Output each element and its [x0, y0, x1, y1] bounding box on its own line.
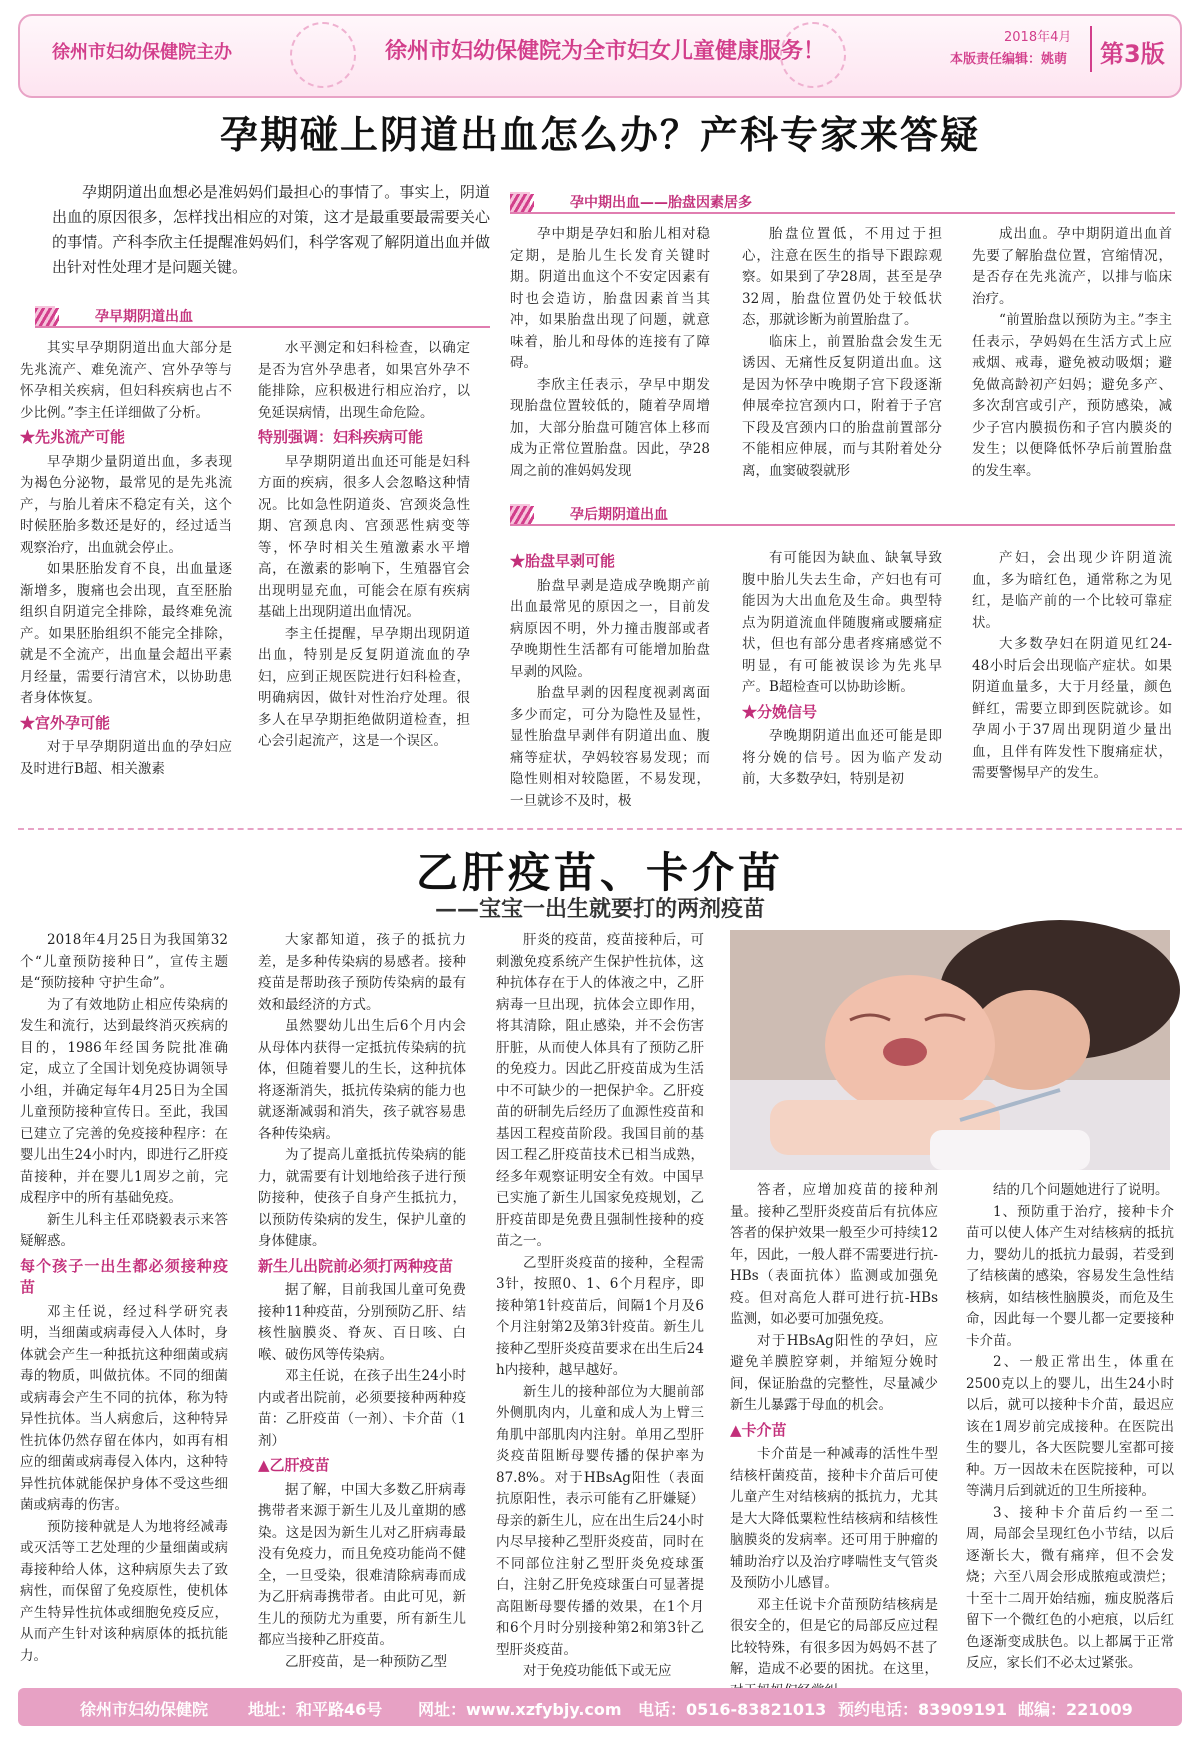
article2-subtitle: ——宝宝一出生就要打的两剂疫苗 — [434, 896, 765, 922]
paragraph: 结的几个问题她进行了说明。 — [993, 1182, 1169, 1198]
paragraph: 对于免疫功能低下或无应 — [523, 1663, 672, 1679]
article-divider — [18, 828, 1182, 830]
paragraph: 胎盘位置低，不用过于担心，注意在医生的指导下跟踪观察。如果到了孕28周，甚至是孕32周，胎盘位置仍处于较低状态，那就诊断为前置胎盘了。 — [742, 226, 942, 328]
header-editor: 本版责任编辑：姚萌 — [950, 52, 1068, 67]
footer-address: 地址：和平路46号 — [248, 1700, 383, 1719]
subhead-labor — [742, 702, 942, 724]
paragraph: 大家都知道，孩子的抵抗力差，是多种传染病的易感者。接种疫苗是帮助孩子预防传染病的最有效和最经济的方式。 — [258, 932, 466, 1013]
article1-title: 孕期碰上阴道出血怎么办？产科专家来答疑 — [219, 112, 980, 157]
paragraph: 肝炎的疫苗，疫苗接种后，可刺激免疫系统产生保护性抗体，这种抗体存在于人的体液之中，乙肝病毒一旦出现，抗体会立即作用，将其清除，阻止感染，并不会伤害肝脏，从而使人体具有了预防乙肝的免疫力。因此乙肝疫苗成为生活中不可缺少的一把保护伞。乙肝疫苗的研制先后经历了血源性疫苗和基因工程疫苗阶段。我国目前的基因工程乙肝疫苗技术已相当成熟，经多年观察证明安全有效。中国早已实施了新生儿国家免疫规划，乙肝疫苗即是免费且强制性接种的疫苗之一。 — [496, 932, 704, 1249]
paragraph: “前置胎盘以预防为主。”李主任表示，孕妈妈在生活方式上应戒烟、戒毒，避免被动吸烟；避免做高龄初产妇妈；避免多产、多次刮宫或引产，预防感染，减少子宫内膜损伤和子宫内膜炎的发生；以便降低怀孕后前置胎盘的发生率。 — [972, 312, 1172, 479]
paragraph: 为了有效地防止相应传染病的发生和流行，达到最终消灭疾病的目的，1986年经国务院批准确定，成立了全国计划免疫协调领导小组，并确定每年4月25日为全国儿童预防接种宣传日。至此，我国已建立了完善的免疫接种程序：在婴儿出生24小时内，即进行乙肝疫苗接种，并在婴儿1周岁之前，完成程序中的所有基础免疫。 — [20, 996, 228, 1206]
star-icon: ★ — [20, 428, 36, 446]
paragraph: 李欣主任表示，孕早中期发现胎盘位置较低的，随着孕周增加，大部分胎盘可随宫体上移而成为正常位置胎盘。因此，孕28周之前的准妈妈发现 — [510, 376, 710, 479]
section-title-early: 孕早期阴道出血 — [95, 309, 193, 325]
paragraph: 1、预防重于治疗，接种卡介苗可以使人体产生对结核病的抵抗力，婴幼儿的抵抗力最弱，若受到了结核菌的感染，容易发生急性结核病，如结核性脑膜炎，而危及生命，因此每一个婴儿都一定要接种卡介苗。 — [966, 1203, 1174, 1349]
paragraph: 虽然婴幼儿出生后6个月内会从母体内获得一定抵抗传染病的抗体，但随着婴儿的生长，这种抗体将逐渐消失，抵抗传染病的能力也就逐渐减弱和消失，孩子就容易患各种传染病。 — [258, 1018, 466, 1142]
header-host: 徐州市妇幼保健院主办 — [52, 42, 232, 63]
footer-website[interactable]: 网址：www.xzfybjy.com — [418, 1700, 622, 1719]
paragraph: 早孕期阴道出血还可能是妇科方面的疾病，很多人会忽略这种情况。比如急性阴道炎、宫颈炎急性期、宫颈息肉、宫颈恶性病变等等，怀孕时相关生殖激素水平增高，在激素的影响下，生殖器官会出现明显充血，可能会在原有疾病基础上出现阴道出血情况。 — [258, 453, 470, 620]
paragraph: 2018年4月25日为我国第32个“儿童预防接种日”，宣传主题是“预防接种 守护生命”。 — [20, 932, 228, 991]
paragraph: 对于早孕期阴道出血的孕妇应及时进行B超、相关激素 — [20, 739, 232, 777]
article2-col1 — [20, 930, 228, 1680]
paragraph: 对于HBsAg阳性的孕妇，应避免羊膜腔穿刺，并缩短分娩时间，保证胎盘的完整性，尽量减少新生儿暴露于母血的机会。 — [730, 1332, 938, 1413]
article1-late-col3 — [972, 548, 1172, 806]
footer-booking-phone: 预约电话：83909191 — [838, 1700, 1008, 1719]
paragraph: 邓主任说，在孩子出生24小时内或者出院前，必须要接种两种疫苗：乙肝疫苗（一剂）、卡介苗（1剂） — [258, 1368, 466, 1449]
footer-phone: 电话：0516-83821013 — [638, 1700, 827, 1719]
subhead-text: 宫外孕可能 — [35, 713, 111, 732]
article1-col1 — [20, 338, 232, 803]
paragraph: 孕晚期阴道出血还可能是即将分娩的信号。因为临产发动前，大多数孕妇，特别是初 — [742, 728, 942, 787]
paragraph: 其实早孕期阴道出血大部分是先兆流产、难免流产、宫外孕等与怀孕相关疾病，但妇科疾病也占不少比例。”李主任详细做了分析。 — [20, 340, 232, 421]
paragraph: 邓主任说，经过科学研究表明，当细菌或病毒侵入人体时，身体就会产生一种抵抗这种细菌或病毒的物质，叫做抗体。不同的细菌或病毒会产生不同的抗体，称为特异性抗体。当人病愈后，这种特异性抗体仍然存留在体内，如再有相应的细菌或病毒侵入体内，这种特异性抗体就能保护身体不受这些细菌或病毒的伤害。 — [20, 1303, 228, 1513]
article1-mid-col2 — [742, 224, 942, 484]
article2-col4 — [730, 1180, 938, 1680]
paragraph: 早孕期少量阴道出血，多表现为褐色分泌物，最常见的是先兆流产，与胎儿着床不稳定有关，这个时候胚胎多数还是好的，经过适当观察治疗，出血就会停止。 — [20, 453, 232, 556]
triangle-icon: ▲ — [258, 1456, 270, 1474]
footer-bar — [18, 1688, 1182, 1726]
paragraph: 新生儿科主任邓晓毅表示来答疑解惑。 — [20, 1211, 228, 1249]
paragraph: 水平测定和妇科检查，以确定是否为宫外孕患者，如果宫外孕不能排除，应积极进行相应治疗，以免延误病情，出现生命危险。 — [258, 340, 470, 421]
paragraph: 据了解，中国大多数乙肝病毒携带者来源于新生儿及儿童期的感染。这是因为新生儿对乙肝病毒最没有免疫力，而且免疫功能尚不健全，一旦受染，很难清除病毒而成为乙肝病毒携带者。由此可见，新生儿的预防尤为重要，所有新生儿都应当接种乙肝疫苗。 — [258, 1481, 466, 1648]
section-stripe-icon — [35, 308, 59, 326]
article1-mid-col3 — [972, 224, 1172, 484]
subhead-ectopic — [20, 713, 232, 735]
subhead-gyn: 特别强调：妇科疾病可能 — [258, 428, 424, 446]
paragraph: 答者，应增加疫苗的接种剂量。接种乙型肝炎疫苗后有抗体应答者的保护效果一般至少可持续12年，因此，一般人群不需要进行抗-HBs（表面抗体）监测或加强免疫。但对高危人群可进行抗-HBs监测，如必要可加强免疫。 — [730, 1182, 938, 1327]
paragraph: 孕中期是孕妇和胎儿相对稳定期，是胎儿生长发育关键时期。阴道出血这个不安定因素有时也会造访，胎盘因素首当其冲，如果胎盘出现了问题，就意味着，胎儿和母体的连接有了障碍。 — [510, 226, 710, 371]
header-slogan: 徐州市妇幼保健院为全市妇女儿童健康服务！ — [385, 39, 826, 64]
section-bar-mid — [510, 192, 1175, 214]
section-title-mid: 孕中期出血——胎盘因素居多 — [570, 195, 752, 211]
intro-text: 孕期阴道出血想必是准妈妈们最担心的事情了。事实上，阴道出血的原因很多，怎样找出相应的对策，这才是最重要最需要关心的事情。产科李欣主任提醒准妈妈们，科学客观了解阴道出血并做出针对性处理才是问题关键。 — [52, 183, 490, 276]
paragraph: 胎盘早剥的因程度视剥离面多少而定，可分为隐性及显性，显性胎盘早剥伴有阴道出血、腹痛等症状，孕妈较容易发现；而隐性则相对较隐匿，不易发现，一旦就诊不及时，极 — [510, 685, 710, 809]
subhead-text: 乙肝疫苗 — [269, 1456, 330, 1474]
paragraph: 卡介苗是一种减毒的活性牛型结核杆菌疫苗，接种卡介苗后可使儿童产生对结核病的抵抗力，尤其是大大降低粟粒性结核病和结核性脑膜炎的发病率。还可用于肿瘤的辅助治疗以及治疗哮喘性支气管炎及预防小儿感冒。 — [730, 1446, 938, 1591]
subhead-text: 卡介苗 — [741, 1420, 787, 1439]
paragraph: 乙型肝炎疫苗的接种，全程需3针，按照0、1、6个月程序，即接种第1针疫苗后，间隔1个月及6个月注射第2及第3针疫苗。新生儿接种乙型肝炎疫苗要求在出生后24 h内接种，越早越好。 — [496, 1254, 704, 1378]
paragraph: 临床上，前置胎盘会发生无诱因、无痛性反复阴道出血。这是因为怀孕中晚期子宫下段逐渐伸展牵拉宫颈内口，附着于子宫下段及宫颈内口的胎盘前置部分不能相应伸展，而与其附着处分离，血窦破裂就形 — [742, 333, 942, 479]
subhead-before-discharge: 新生儿出院前必须打两种疫苗 — [258, 1256, 454, 1275]
star-icon: ★ — [20, 713, 36, 732]
article2-col3 — [496, 930, 704, 1680]
triangle-icon: ▲ — [730, 1420, 742, 1439]
section-stripe-icon — [510, 194, 534, 212]
decor-mother-icon — [290, 22, 356, 88]
paragraph: 李主任提醒，早孕期出现阴道出血，特别是反复阴道流血的孕妇，应到正规医院进行妇科检查，明确病因，做针对性治疗处理。很多人在早孕期拒绝做阴道检查，担心会引起流产，这是一个误区。 — [258, 625, 470, 749]
paragraph: 大多数孕妇在阴道见红24-48小时后会出现临产症状。如果阴道血量多，大于月经量，颜色鲜红，需要立即到医院就诊。如孕周小于37周出现阴道少量出血，且伴有阵发性下腹痛症状，需要警惕早产的发生。 — [972, 636, 1172, 781]
paragraph: 胎盘早剥是造成孕晚期产前出血最常见的原因之一，目前发病原因不明，外力撞击腹部或者孕晚期性生活都有可能增加胎盘早剥的风险。 — [510, 577, 710, 680]
subhead-hepb — [258, 1455, 466, 1477]
paragraph: 邓主任说卡介苗预防结核病是很安全的，但是它的局部反应过程比较特殊，有很多因为妈妈不甚了解，造成不必要的困扰。在这里， — [730, 1596, 938, 1677]
paragraph: 成出血。孕中期阴道出血首先要了解胎盘位置，宫缩情况，是否存在先兆流产，以排与临床治疗。 — [972, 226, 1172, 307]
subhead-text: 先兆流产可能 — [35, 428, 126, 446]
paragraph: 2、一般正常出生，体重在2500克以上的婴儿，出生24小时以后，就可以接种卡介苗，最迟应该在1周岁前完成接种。在医院出生的婴儿，各大医院婴儿室都可接种。万一因故未在医院接种，可以等满月后到就近的卫生所接种。 — [966, 1354, 1174, 1499]
article1-intro — [52, 180, 490, 290]
subhead-text: 胎盘早剥可能 — [525, 552, 616, 570]
header-date: 2018年4月 — [1004, 30, 1072, 45]
article2-col2 — [258, 930, 466, 1680]
section-bar-early — [35, 306, 490, 328]
paragraph: 预防接种就是人为地将经减毒或灭活等工艺处理的少量细菌或病毒接种给人体，这种病原失去了致病性，而保留了免疫原性，使机体产生特异性抗体或细胞免疫反应，从而产生针对该种病原体的抵抗能力。 — [20, 1518, 228, 1664]
article2-title: 乙肝疫苗、卡介苗 — [415, 848, 784, 897]
photo-illustration — [730, 930, 1170, 1170]
paragraph: 如果胚胎发育不良，出血量逐渐增多，腹痛也会出现，直至胚胎组织自阴道完全排除，最终难免流产。如果胚胎组织不能完全排除，就是不全流产，出血量会超出平素月经量，需要行清宫术，以协助患者身体恢复。 — [20, 561, 232, 706]
paragraph: 3、接种卡介苗后约一至二周，局部会呈现红色小节结，以后逐渐长大，微有痛痒，但不会发烧；六至八周会形成脓疱或溃烂；十至十二周开始结痂，痂皮脱落后留下一个微红色的小疤痕，以后红色逐渐变成肤色。以上都属于正常反应，家长们不必太过紧张。 — [966, 1504, 1174, 1671]
star-icon: ★ — [742, 702, 758, 721]
section-bar-late — [510, 504, 1175, 526]
footer-postcode: 邮编：221009 — [1018, 1700, 1133, 1719]
subhead-every-child: 每个孩子一出生都必须接种疫苗 — [20, 1256, 228, 1296]
page-number: 第3版 — [1100, 40, 1165, 68]
newborn-vaccination-photo — [730, 930, 1170, 1170]
star-icon: ★ — [510, 552, 526, 570]
paragraph: 为了提高儿童抵抗传染病的能力，就需要有计划地给孩子进行预防接种，使孩子自身产生抵抗力，以预防传染病的发生，保护儿童的身体健康。 — [258, 1147, 466, 1249]
article1-late-col2 — [742, 548, 942, 806]
subhead-threat — [20, 427, 232, 449]
subhead-bcg — [730, 1420, 938, 1442]
section-title-late: 孕后期阴道出血 — [570, 507, 668, 523]
paragraph: 新生儿的接种部位为大腿前部外侧肌肉内，儿童和成人为上臂三角肌中部肌肉内注射。单用乙型肝炎疫苗阻断母婴传播的保护率为87.8%。对于HBsAg阳性（表面抗原阳性，表示可能有乙肝嫌疑）母亲的新生儿，应在出生后24小时内尽早接种乙型肝炎疫苗，同时在不同部位注射乙型肝炎免疫球蛋白，注射乙肝免疫球蛋白可显著提高阻断母婴传播的效果，在1个月和6个月时分别接种第2和第3针乙型肝炎疫苗。 — [496, 1383, 704, 1658]
paragraph: 据了解，目前我国儿童可免费接种11种疫苗，分别预防乙肝、结核性脑膜炎、脊灰、百日咳、白喉、破伤风等传染病。 — [258, 1282, 466, 1363]
article2-col5 — [966, 1180, 1174, 1680]
paragraph: 产妇，会出现少许阴道流血，多为暗红色，通常称之为见红，是临产前的一个比较可靠症状。 — [972, 550, 1172, 631]
paragraph: 有可能因为缺血、缺氧导致腹中胎儿失去生命，产妇也有可能因为大出血危及生命。典型特点为阴道流血伴随腹痛或腰痛症状，但也有部分患者疼痛感觉不明显，有可能被误诊为先兆早产。B超检查可以协助诊断。 — [742, 550, 942, 695]
header-separator — [1090, 26, 1092, 72]
subhead-text: 分娩信号 — [757, 702, 818, 721]
paragraph: 乙肝疫苗，是一种预防乙型 — [285, 1653, 447, 1670]
footer-org: 徐州市妇幼保健院 — [80, 1700, 209, 1719]
section-stripe-icon — [510, 506, 534, 524]
article1-mid-col1 — [510, 224, 710, 484]
article1-col2 — [258, 338, 470, 803]
subhead-abruption — [510, 551, 710, 573]
article1-late-col1 — [510, 548, 710, 809]
